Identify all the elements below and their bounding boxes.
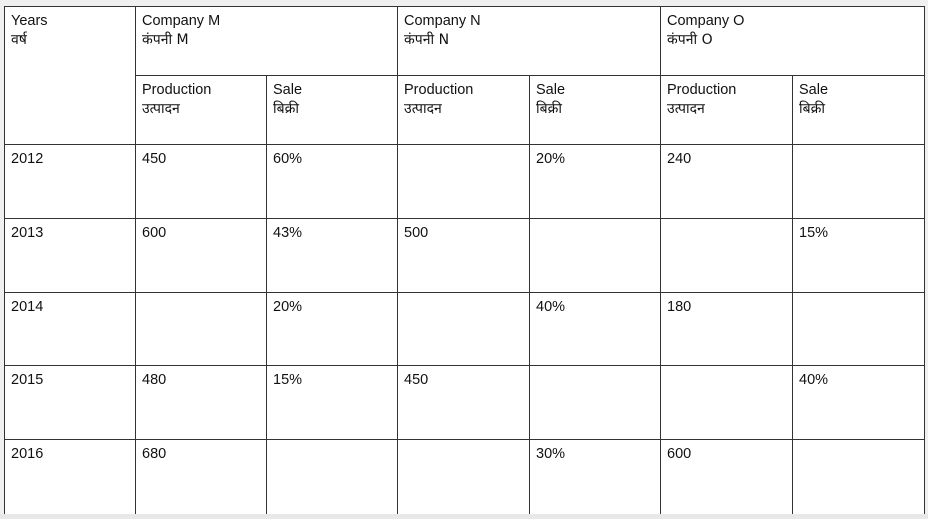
- company-n-sale-header: [530, 76, 661, 145]
- company-n-name-en: Company N: [404, 13, 481, 29]
- company-n-sale-cell: 40%: [530, 293, 661, 366]
- company-o-production-cell: [661, 366, 793, 440]
- company-o-sale-cell: 15%: [793, 219, 925, 293]
- production-label-en: Production: [404, 82, 474, 98]
- company-o-sale-cell: [793, 293, 925, 366]
- company-o-production-header: [661, 76, 793, 145]
- company-m-production-cell: [136, 293, 267, 366]
- company-o-production-cell: 240: [661, 145, 793, 219]
- company-o-sale-cell: [793, 440, 925, 515]
- company-m-sale-cell: 20%: [267, 293, 398, 366]
- table-row: [5, 145, 925, 219]
- company-m-production-cell: 480: [136, 366, 267, 440]
- year-cell: 2016: [5, 440, 136, 515]
- company-m-production-cell: 680: [136, 440, 267, 515]
- sale-label-en: Sale: [536, 82, 566, 98]
- company-o-name-en: Company O: [667, 13, 745, 29]
- company-o-production-cell: [661, 219, 793, 293]
- years-label-hi: वर्ष: [11, 32, 27, 48]
- year-cell: 2014: [5, 293, 136, 366]
- company-o-production-cell: 600: [661, 440, 793, 515]
- year-cell: 2012: [5, 145, 136, 219]
- sale-label-en: Sale: [799, 82, 829, 98]
- production-label-hi: उत्पादन: [142, 101, 180, 117]
- company-m-sale-cell: 15%: [267, 366, 398, 440]
- sale-label-hi: बिक्री: [273, 101, 299, 117]
- header-row-companies: [5, 7, 925, 76]
- company-n-production-cell: [398, 145, 530, 219]
- company-m-name-en: Company M: [142, 13, 221, 29]
- company-o-sale-cell: 40%: [793, 366, 925, 440]
- company-n-production-cell: 450: [398, 366, 530, 440]
- company-n-production-cell: 500: [398, 219, 530, 293]
- window-bottom-edge: [0, 514, 928, 519]
- years-header-cell: [5, 7, 136, 145]
- production-label-hi: उत्पादन: [667, 101, 705, 117]
- sale-label-hi: बिक्री: [799, 101, 826, 117]
- company-o-header: [661, 7, 925, 76]
- table-row: [5, 219, 925, 293]
- sale-label-hi: बिक्री: [536, 101, 563, 117]
- company-m-production-cell: 450: [136, 145, 267, 219]
- company-m-production-header: [136, 76, 267, 145]
- years-label-en: Years: [11, 13, 48, 29]
- company-n-sale-cell: 20%: [530, 145, 661, 219]
- table-sheet: [4, 6, 924, 514]
- company-n-header: [398, 7, 661, 76]
- company-n-production-header: [398, 76, 530, 145]
- company-m-header: [136, 7, 398, 76]
- company-o-name-hi: कंपनी O: [667, 32, 713, 48]
- company-n-production-cell: [398, 440, 530, 515]
- production-label-hi: उत्पादन: [404, 101, 442, 117]
- company-m-sale-cell: [267, 440, 398, 515]
- table-row: [5, 293, 925, 366]
- company-m-sale-header: [267, 76, 398, 145]
- company-n-sale-cell: [530, 366, 661, 440]
- year-cell: 2015: [5, 366, 136, 440]
- company-n-production-cell: [398, 293, 530, 366]
- company-o-sale-header: [793, 76, 925, 145]
- production-label-en: Production: [142, 82, 212, 98]
- table-row: [5, 366, 925, 440]
- company-m-name-hi: कंपनी M: [142, 32, 189, 48]
- company-o-production-cell: 180: [661, 293, 793, 366]
- sale-label-en: Sale: [273, 82, 303, 98]
- company-n-sale-cell: [530, 219, 661, 293]
- year-cell: 2013: [5, 219, 136, 293]
- company-m-production-cell: 600: [136, 219, 267, 293]
- header-row-measures: [5, 76, 925, 145]
- company-m-sale-cell: 60%: [267, 145, 398, 219]
- company-m-sale-cell: 43%: [267, 219, 398, 293]
- table-row: [5, 440, 925, 515]
- company-n-sale-cell: 30%: [530, 440, 661, 515]
- company-o-sale-cell: [793, 145, 925, 219]
- company-n-name-hi: कंपनी N: [404, 32, 450, 48]
- production-sale-table: [4, 6, 925, 515]
- production-label-en: Production: [667, 82, 737, 98]
